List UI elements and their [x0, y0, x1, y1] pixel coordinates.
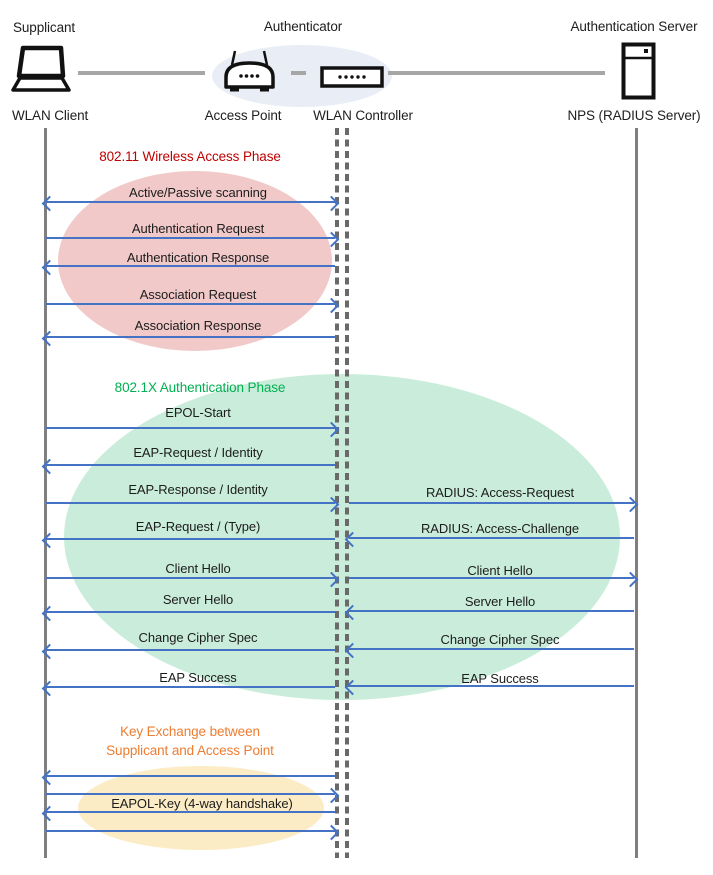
phase-title — [30, 378, 370, 397]
message-label: Authentication Request — [131, 221, 265, 236]
message-label: EAP-Request / (Type) — [135, 519, 261, 534]
message-label: Association Request — [139, 287, 257, 302]
message-label: Server Hello — [162, 592, 234, 607]
phase-title-line: 802.11 Wireless Access Phase — [99, 149, 281, 164]
message-arrow-left — [46, 265, 335, 267]
device-label-wlan-client: WLAN Client — [12, 108, 89, 123]
message-arrow-right — [46, 502, 335, 504]
message-label: Change Cipher Spec — [138, 630, 258, 645]
message-arrow-both — [46, 201, 335, 203]
message-arrow-right — [46, 237, 335, 239]
message-label: RADIUS: Access-Challenge — [421, 521, 579, 536]
message-label: Client Hello — [467, 563, 533, 578]
message-label: RADIUS: Access-Request — [425, 485, 575, 500]
message-label: Client Hello — [165, 561, 231, 576]
message-arrow-left — [46, 464, 335, 466]
laptop-icon — [10, 45, 72, 93]
message-label: EAP Success — [461, 671, 539, 686]
message-arrow-left — [46, 811, 335, 813]
message-label: Authentication Response — [126, 250, 270, 265]
message-arrow-right — [46, 577, 335, 579]
message-label: Active/Passive scanning — [129, 185, 267, 200]
topology-connector — [388, 71, 605, 75]
message-arrow-left — [46, 538, 335, 540]
role-label-authentication-server: Authentication Server — [570, 19, 698, 34]
message-arrow-left — [46, 649, 335, 651]
message-arrow-right — [46, 830, 335, 832]
access-point-icon — [221, 49, 278, 93]
device-label-access-point: Access Point — [204, 108, 282, 123]
message-arrow-right — [46, 427, 335, 429]
message-label: EAPOL-Key (4-way handshake) — [111, 796, 293, 811]
message-arrow-left — [46, 336, 335, 338]
message-label: EPOL-Start — [165, 405, 231, 420]
message-arrow-left — [46, 611, 335, 613]
message-arrow-left — [46, 775, 335, 777]
message-arrow-left — [349, 537, 634, 539]
message-arrow-right — [46, 793, 335, 795]
topology-connector — [78, 71, 205, 75]
server-icon — [621, 42, 656, 100]
message-arrow-left — [46, 686, 335, 688]
device-label-wlan-controller: WLAN Controller — [313, 108, 413, 123]
message-label: EAP-Request / Identity — [133, 445, 263, 460]
message-arrow-right — [349, 502, 634, 504]
phase-title-line: Key Exchange between — [120, 724, 260, 739]
message-arrow-left — [349, 610, 634, 612]
message-arrow-right — [46, 303, 335, 305]
phase-title — [20, 147, 360, 166]
phase-title-line: Supplicant and Access Point — [106, 743, 274, 758]
message-arrow-left — [349, 648, 634, 650]
message-label: Change Cipher Spec — [440, 632, 560, 647]
role-label-authenticator: Authenticator — [263, 19, 343, 34]
phase-title-line: 802.1X Authentication Phase — [114, 380, 286, 395]
message-label: EAP Success — [159, 670, 237, 685]
topology-connector — [291, 71, 306, 75]
message-label: Server Hello — [464, 594, 536, 609]
role-label-supplicant: Supplicant — [13, 20, 76, 35]
message-label: Association Response — [134, 318, 262, 333]
wlan-controller-icon — [320, 66, 384, 88]
device-label-nps-radius-server: NPS (RADIUS Server) — [567, 108, 701, 123]
phase-title — [20, 722, 360, 760]
message-label: EAP-Response / Identity — [128, 482, 268, 497]
